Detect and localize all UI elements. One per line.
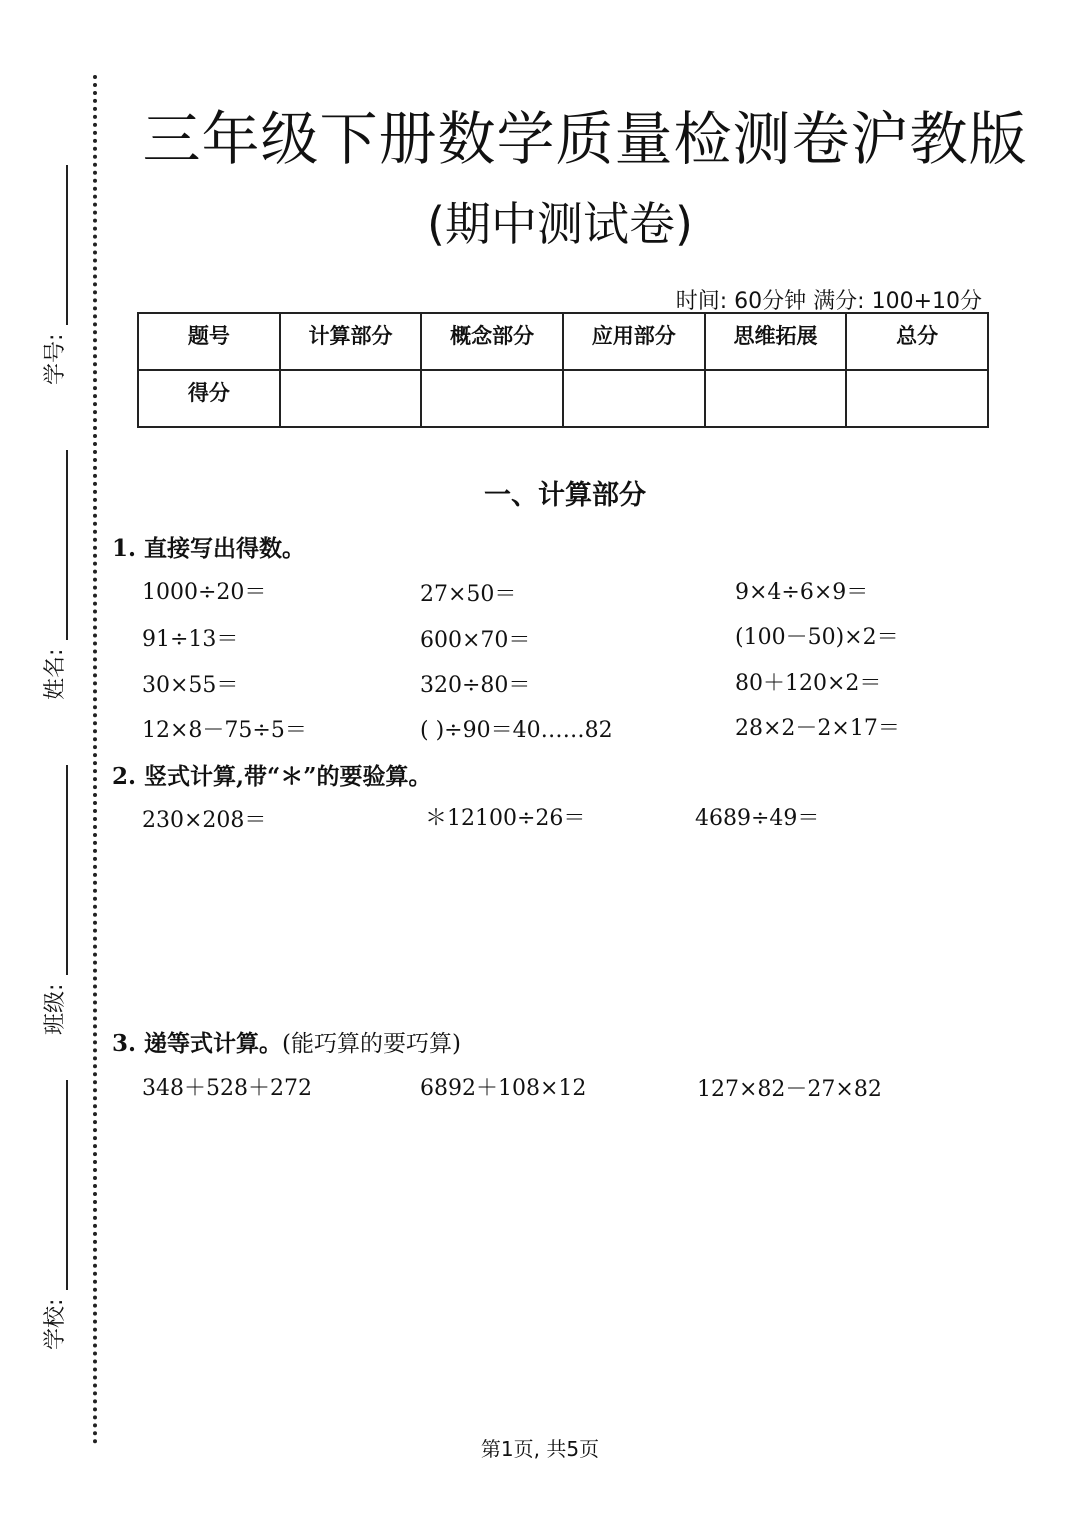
score-table-header-row bbox=[138, 313, 988, 370]
q2-expression: 4689÷49＝ bbox=[695, 806, 820, 831]
name-label: 姓名: bbox=[43, 648, 68, 700]
page-title: 三年级下册数学质量检测卷沪教版 bbox=[142, 105, 1028, 173]
score-table-header: 题号 bbox=[138, 313, 280, 370]
q1-expression: 12×8－75÷5＝ bbox=[142, 718, 307, 743]
q3-expression: 6892＋108×12 bbox=[420, 1076, 587, 1101]
class-line bbox=[66, 765, 68, 975]
page-subtitle: (期中测试卷) bbox=[427, 197, 693, 251]
score-table-score-row bbox=[138, 370, 988, 427]
question-3-label bbox=[112, 1025, 461, 1058]
q1-expression: ( )÷90＝40……82 bbox=[420, 718, 613, 743]
q1-expression: 80＋120×2＝ bbox=[735, 671, 882, 696]
score-table-header: 应用部分 bbox=[563, 313, 705, 370]
q1-expression: 1000÷20＝ bbox=[142, 580, 267, 605]
student-id-label: 学号: bbox=[43, 333, 68, 385]
score-table-header: 总分 bbox=[846, 313, 988, 370]
q1-expression: 600×70＝ bbox=[420, 628, 531, 653]
student-id-line bbox=[66, 165, 68, 325]
score-cell[interactable] bbox=[280, 370, 422, 427]
binding-dotted-line bbox=[93, 75, 97, 1445]
q1-expression: 9×4÷6×9＝ bbox=[735, 580, 869, 605]
q1-expression: 27×50＝ bbox=[420, 582, 517, 607]
score-cell[interactable] bbox=[421, 370, 563, 427]
q3-expression: 348＋528＋272 bbox=[142, 1076, 312, 1101]
score-cell[interactable] bbox=[846, 370, 988, 427]
q1-expression: (100－50)×2＝ bbox=[735, 625, 899, 650]
score-table-header: 计算部分 bbox=[280, 313, 422, 370]
score-table-header: 概念部分 bbox=[421, 313, 563, 370]
q1-expression: 30×55＝ bbox=[142, 673, 239, 698]
q2-expression: 230×208＝ bbox=[142, 808, 267, 833]
q3-expression: 127×82－27×82 bbox=[697, 1077, 882, 1102]
question-1-label: 1. 直接写出得数。 bbox=[112, 535, 306, 562]
score-cell[interactable] bbox=[705, 370, 847, 427]
class-label: 班级: bbox=[43, 983, 68, 1035]
q1-expression: 28×2－2×17＝ bbox=[735, 716, 900, 741]
name-line bbox=[66, 450, 68, 640]
section-title: 一、计算部分 bbox=[484, 480, 646, 511]
exam-meta: 时间: 60分钟 满分: 100+10分 bbox=[675, 289, 982, 314]
question-2-label: 2. 竖式计算,带“＊”的要验算。 bbox=[112, 763, 432, 790]
question-3-text: 3. 递等式计算。 bbox=[112, 1030, 283, 1057]
school-label: 学校: bbox=[43, 1298, 68, 1350]
score-cell[interactable] bbox=[563, 370, 705, 427]
school-line bbox=[66, 1080, 68, 1290]
score-table bbox=[137, 312, 989, 428]
page-footer: 第1页, 共5页 bbox=[480, 1437, 600, 1461]
q1-expression: 320÷80＝ bbox=[420, 673, 531, 698]
q1-expression: 91÷13＝ bbox=[142, 627, 239, 652]
question-3-note: (能巧算的要巧算) bbox=[282, 1031, 461, 1057]
score-row-label: 得分 bbox=[138, 370, 280, 427]
q2-expression: ＊12100÷26＝ bbox=[425, 806, 586, 831]
score-table-header: 思维拓展 bbox=[705, 313, 847, 370]
